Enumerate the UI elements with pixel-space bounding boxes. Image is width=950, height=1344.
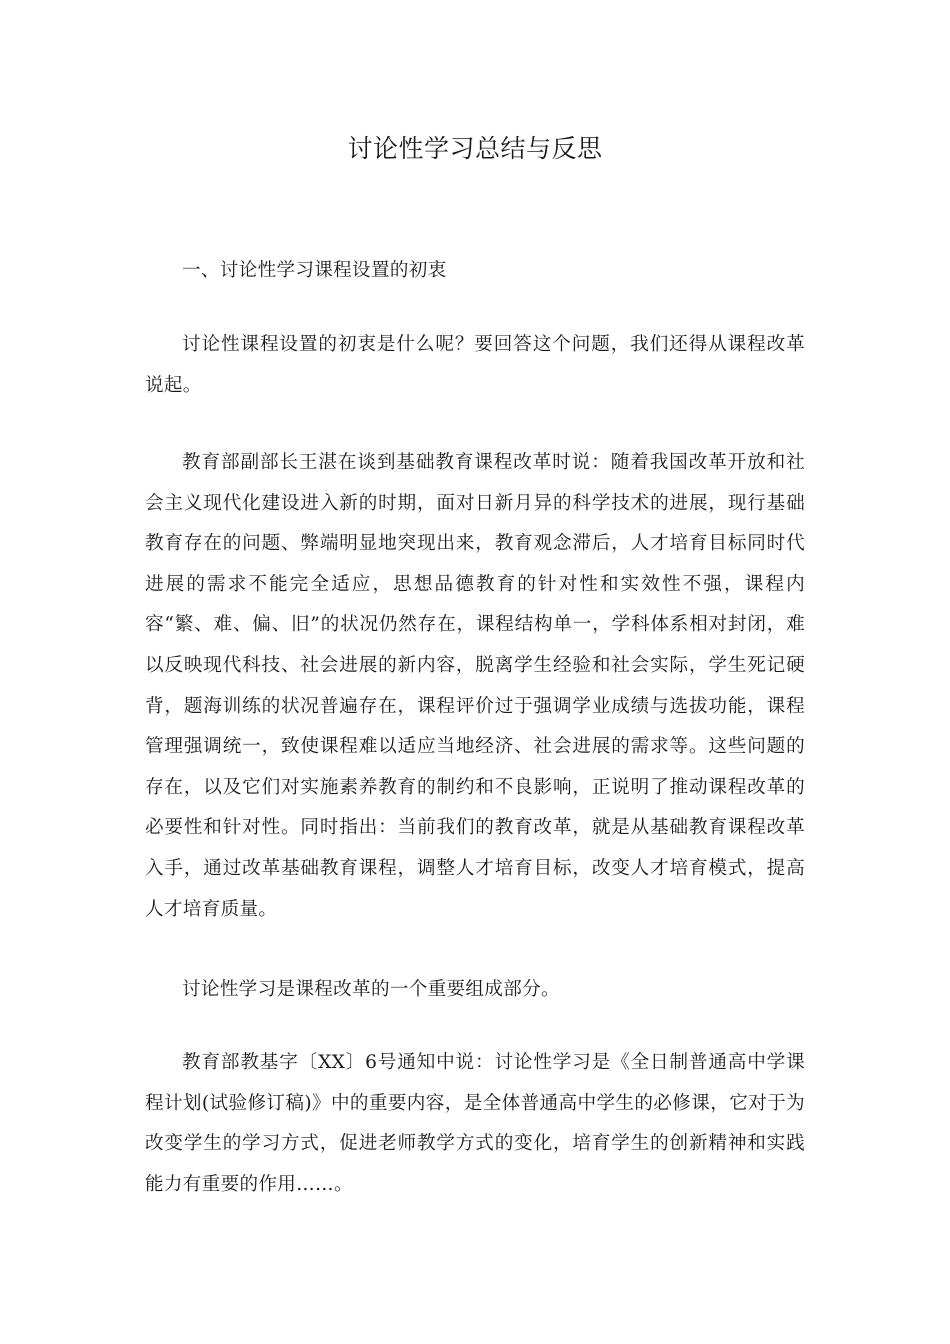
section-heading: 一、讨论性学习课程设置的初衷	[182, 260, 447, 281]
paragraph: 讨论性学习是课程改革的一个重要组成部分。	[182, 979, 560, 1000]
paragraph: 教育部教基字〔XX〕6号通知中说：讨论性学习是《全日制普通高中学课程计划(试验修订稿)》中的重要内容，是全体普通高中学生的必修课，它对于为改变学生的学习方式，促进老师教学方式的变化，培育学生的创新精神和实践能力有重要的作用……。	[145, 1052, 805, 1195]
document-title: 讨论性学习总结与反思	[347, 134, 603, 163]
paragraph: 教育部副部长王湛在谈到基础教育课程改革时说：随着我国改革开放和社会主义现代化建设进入新的时期，面对日新月异的科学技术的进展，现行基础教育存在的问题、弊端明显地突现出来，教育观念滞后，人才培育目标同时代进展的需求不能完全适应，思想品德教育的针对性和实效性不强，课程内容“繁、难、偏、旧”的状况仍然存在，课程结构单一，学科体系相对封闭，难以反映现代科技、社会进展的新内容，脱离学生经验和社会实际，学生死记硬背，题海训练的状况普遍存在，课程评价过于强调学业成绩与选拔功能，课程管理强调统一，致使课程难以适应当地经济、社会进展的需求等。这些问题的存在，以及它们对实施素养教育的制约和不良影响，正说明了推动课程改革的必要性和针对性。同时指出：当前我们的教育改革，就是从基础教育课程改革入手，通过改革基础教育课程，调整人才培育目标，改变人才培育模式，提高人才培育质量。	[145, 452, 805, 920]
paragraph: 讨论性课程设置的初衷是什么呢？要回答这个问题，我们还得从课程改革说起。	[145, 334, 805, 396]
